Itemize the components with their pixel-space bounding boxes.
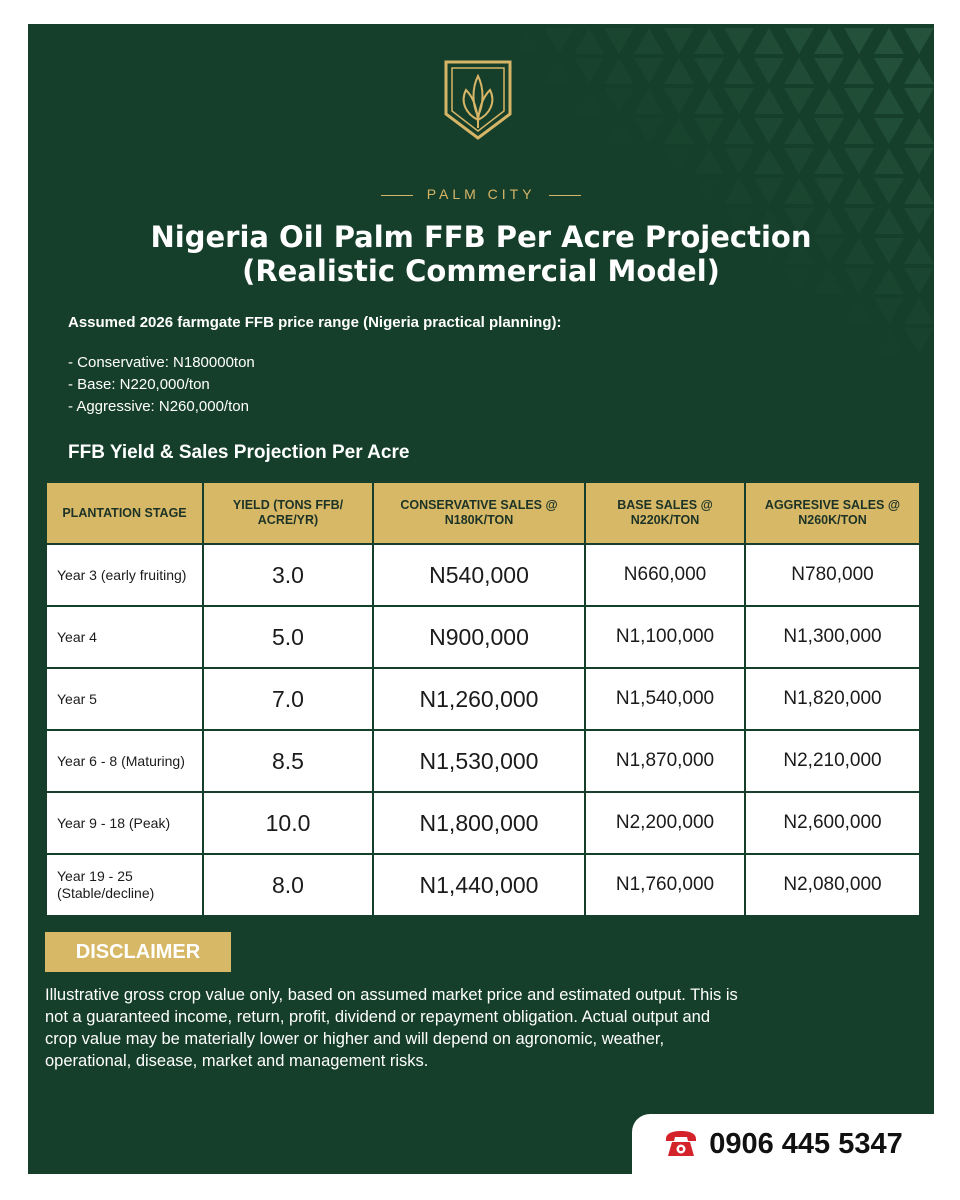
pattern-triangle bbox=[544, 28, 574, 54]
pattern-triangle bbox=[844, 298, 874, 324]
pattern-triangle bbox=[604, 58, 634, 84]
cell-aggressive: N2,600,000 bbox=[745, 792, 920, 854]
cell-aggressive: N1,300,000 bbox=[745, 606, 920, 668]
pattern-triangle bbox=[724, 88, 754, 114]
pattern-triangle bbox=[874, 328, 904, 354]
pattern-triangle bbox=[754, 88, 784, 114]
pattern-triangle bbox=[874, 118, 904, 144]
header-conservative: CONSERVATIVE SALES @ N180K/TON bbox=[373, 482, 585, 544]
header-stage: PLANTATION STAGE bbox=[46, 482, 203, 544]
palm-leaf-shield-icon bbox=[442, 58, 514, 142]
pattern-triangle bbox=[844, 58, 874, 84]
cell-yield: 8.5 bbox=[203, 730, 373, 792]
telephone-icon bbox=[663, 1129, 699, 1159]
cell-yield: 10.0 bbox=[203, 792, 373, 854]
cell-yield: 8.0 bbox=[203, 854, 373, 916]
pattern-triangle bbox=[664, 118, 694, 144]
header-aggressive: AGGRESIVE SALES @ N260K/TON bbox=[745, 482, 920, 544]
projection-table bbox=[45, 481, 921, 917]
cell-base: N1,540,000 bbox=[585, 668, 745, 730]
header-yield: YIELD (TONS FFB/ ACRE/YR) bbox=[203, 482, 373, 544]
cell-base: N1,870,000 bbox=[585, 730, 745, 792]
pattern-triangle bbox=[784, 148, 814, 174]
brand-line-left bbox=[381, 195, 413, 197]
pattern-triangle bbox=[574, 58, 604, 84]
cell-conservative: N1,260,000 bbox=[373, 668, 585, 730]
cell-stage: Year 4 bbox=[46, 606, 203, 668]
pattern-triangle bbox=[724, 58, 754, 84]
cell-conservative: N900,000 bbox=[373, 606, 585, 668]
pattern-triangle bbox=[514, 28, 544, 54]
pattern-triangle bbox=[694, 88, 724, 114]
cell-aggressive: N1,820,000 bbox=[745, 668, 920, 730]
cell-stage: Year 19 - 25 (Stable/decline) bbox=[46, 854, 203, 916]
cell-stage: Year 6 - 8 (Maturing) bbox=[46, 730, 203, 792]
cell-aggressive: N780,000 bbox=[745, 544, 920, 606]
pattern-triangle bbox=[814, 148, 844, 174]
poster bbox=[28, 24, 934, 1174]
cell-yield: 7.0 bbox=[203, 668, 373, 730]
pattern-triangle bbox=[664, 58, 694, 84]
pattern-triangle bbox=[694, 118, 724, 144]
cell-base: N2,200,000 bbox=[585, 792, 745, 854]
pattern-triangle bbox=[604, 118, 634, 144]
pattern-triangle bbox=[874, 28, 904, 54]
pattern-triangle bbox=[634, 28, 664, 54]
price-range-list bbox=[68, 352, 255, 418]
pattern-triangle bbox=[634, 88, 664, 114]
cell-conservative: N540,000 bbox=[373, 544, 585, 606]
pattern-triangle bbox=[904, 298, 934, 324]
pattern-triangle bbox=[634, 58, 664, 84]
pattern-triangle bbox=[634, 148, 664, 174]
disclaimer-badge: DISCLAIMER bbox=[45, 932, 231, 972]
price-range-item: - Base: N220,000/ton bbox=[68, 376, 210, 393]
cell-base: N1,760,000 bbox=[585, 854, 745, 916]
pattern-triangle bbox=[754, 148, 784, 174]
table-row bbox=[46, 730, 920, 792]
cell-stage: Year 5 bbox=[46, 668, 203, 730]
pattern-triangle bbox=[844, 28, 874, 54]
phone-contact[interactable] bbox=[632, 1114, 934, 1174]
pattern-triangle bbox=[904, 118, 934, 144]
pattern-triangle bbox=[904, 148, 934, 174]
pattern-triangle bbox=[814, 88, 844, 114]
pattern-triangle bbox=[724, 118, 754, 144]
pattern-triangle bbox=[784, 28, 814, 54]
cell-yield: 3.0 bbox=[203, 544, 373, 606]
pattern-triangle bbox=[844, 118, 874, 144]
pattern-triangle bbox=[904, 328, 934, 354]
pattern-triangle bbox=[694, 28, 724, 54]
pattern-triangle bbox=[604, 88, 634, 114]
pattern-triangle bbox=[904, 88, 934, 114]
cell-base: N660,000 bbox=[585, 544, 745, 606]
pattern-triangle bbox=[754, 118, 784, 144]
pattern-triangle bbox=[754, 58, 784, 84]
pattern-triangle bbox=[664, 148, 694, 174]
price-range-item: - Aggressive: N260,000/ton bbox=[68, 398, 249, 415]
pattern-triangle bbox=[664, 28, 694, 54]
price-range-item: - Conservative: N180000ton bbox=[68, 354, 255, 371]
table-heading: FFB Yield & Sales Projection Per Acre bbox=[68, 442, 410, 463]
table-header-row bbox=[46, 482, 920, 544]
pattern-triangle bbox=[814, 58, 844, 84]
pattern-triangle bbox=[574, 28, 604, 54]
pattern-triangle bbox=[904, 28, 934, 54]
cell-aggressive: N2,210,000 bbox=[745, 730, 920, 792]
cell-conservative: N1,440,000 bbox=[373, 854, 585, 916]
brand-line-right bbox=[549, 195, 581, 197]
pattern-triangle bbox=[874, 88, 904, 114]
phone-number[interactable]: 0906 445 5347 bbox=[709, 1127, 903, 1160]
table-row bbox=[46, 668, 920, 730]
pattern-triangle bbox=[814, 28, 844, 54]
cell-base: N1,100,000 bbox=[585, 606, 745, 668]
pattern-triangle bbox=[694, 148, 724, 174]
pattern-triangle bbox=[724, 28, 754, 54]
pattern-triangle bbox=[634, 118, 664, 144]
pattern-triangle bbox=[874, 58, 904, 84]
pattern-triangle bbox=[814, 118, 844, 144]
cell-aggressive: N2,080,000 bbox=[745, 854, 920, 916]
pattern-triangle bbox=[784, 118, 814, 144]
pattern-triangle bbox=[694, 58, 724, 84]
table-row bbox=[46, 606, 920, 668]
pattern-triangle bbox=[724, 148, 754, 174]
title-line-1: Nigeria Oil Palm FFB Per Acre Projection bbox=[150, 220, 812, 254]
pattern-triangle bbox=[904, 58, 934, 84]
pattern-triangle bbox=[604, 28, 634, 54]
disclaimer-text: Illustrative gross crop value only, based on assumed market price and estimated output. This is not a guaranteed income, return, profit, dividend or repayment obligation. Actual output and crop value may be materially lower or higher and will depend on agronomic, weather, operational, disease, market and management risks. bbox=[45, 986, 738, 1070]
pattern-triangle bbox=[784, 58, 814, 84]
cell-stage: Year 3 (early fruiting) bbox=[46, 544, 203, 606]
cell-yield: 5.0 bbox=[203, 606, 373, 668]
pattern-triangle bbox=[544, 58, 574, 84]
pattern-triangle bbox=[574, 88, 604, 114]
pattern-triangle bbox=[874, 298, 904, 324]
assumed-price-heading: Assumed 2026 farmgate FFB price range (Nigeria practical planning): bbox=[68, 314, 562, 331]
title-line-2: (Realistic Commercial Model) bbox=[242, 254, 720, 288]
cell-conservative: N1,530,000 bbox=[373, 730, 585, 792]
pattern-triangle bbox=[754, 28, 784, 54]
cell-conservative: N1,800,000 bbox=[373, 792, 585, 854]
pattern-triangle bbox=[814, 298, 844, 324]
table-row bbox=[46, 854, 920, 916]
brand-row bbox=[28, 186, 934, 202]
pattern-triangle bbox=[844, 88, 874, 114]
cell-stage: Year 9 - 18 (Peak) bbox=[46, 792, 203, 854]
pattern-triangle bbox=[844, 148, 874, 174]
header-base: BASE SALES @ N220K/TON bbox=[585, 482, 745, 544]
brand-name: PALM CITY bbox=[426, 186, 536, 202]
pattern-triangle bbox=[664, 88, 694, 114]
table-row bbox=[46, 544, 920, 606]
table-row bbox=[46, 792, 920, 854]
pattern-triangle bbox=[784, 88, 814, 114]
pattern-triangle bbox=[874, 148, 904, 174]
